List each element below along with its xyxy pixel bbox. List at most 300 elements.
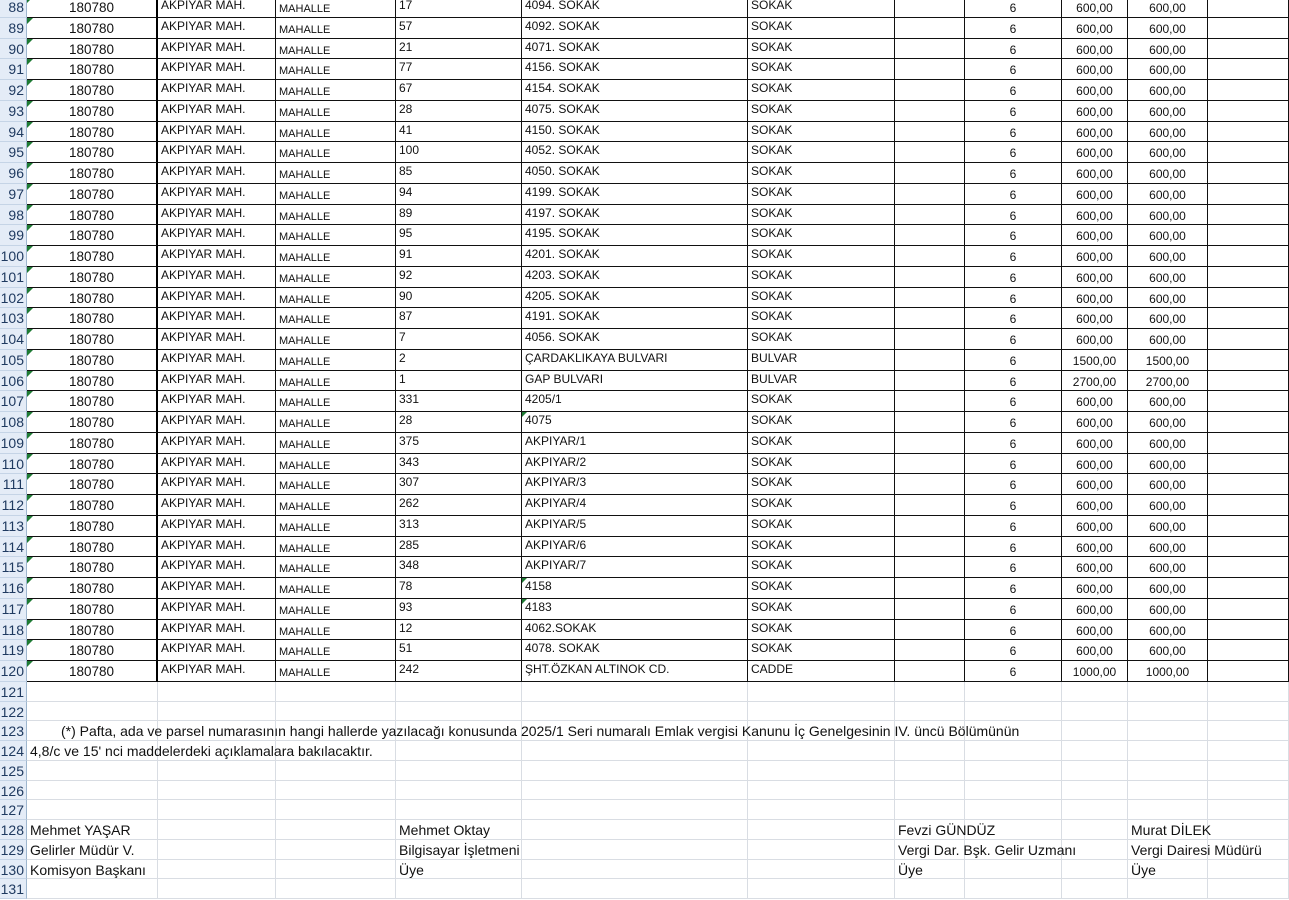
cell-street-name[interactable] xyxy=(522,537,748,558)
cell-neighborhood[interactable] xyxy=(158,371,276,392)
cell-value-1[interactable] xyxy=(1062,39,1128,60)
cell-empty[interactable] xyxy=(1128,721,1208,741)
cell-street-type[interactable] xyxy=(748,454,895,475)
cell-street-no[interactable] xyxy=(396,371,522,392)
cell-street-no[interactable] xyxy=(396,350,522,371)
row-header[interactable]: 116 xyxy=(0,578,27,599)
row-header[interactable]: 106 xyxy=(0,371,27,392)
cell-empty[interactable] xyxy=(895,225,965,246)
cell-empty[interactable] xyxy=(1128,761,1208,781)
cell-empty[interactable] xyxy=(895,702,965,722)
cell-empty[interactable] xyxy=(396,879,522,899)
cell-code[interactable] xyxy=(27,454,158,475)
row-header[interactable]: 129 xyxy=(0,840,27,860)
cell-value-1[interactable] xyxy=(1062,163,1128,184)
cell-neighborhood[interactable] xyxy=(158,163,276,184)
cell-group[interactable] xyxy=(965,578,1062,599)
cell-empty[interactable] xyxy=(396,781,522,801)
cell-value-2[interactable] xyxy=(1128,412,1208,433)
row-header[interactable]: 127 xyxy=(0,800,27,820)
cell-value-1[interactable] xyxy=(1062,474,1128,495)
cell-street-no[interactable] xyxy=(396,557,522,578)
cell-empty[interactable] xyxy=(1062,761,1128,781)
cell-group[interactable] xyxy=(965,59,1062,80)
cell-empty[interactable] xyxy=(895,537,965,558)
cell-empty[interactable] xyxy=(895,761,965,781)
cell-value-1[interactable] xyxy=(1062,516,1128,537)
cell-value-2[interactable] xyxy=(1128,80,1208,101)
cell-value-1[interactable] xyxy=(1062,454,1128,475)
cell-empty[interactable] xyxy=(1208,163,1289,184)
cell-value-2[interactable] xyxy=(1128,578,1208,599)
cell-empty[interactable] xyxy=(1208,122,1289,143)
cell-street-name[interactable] xyxy=(522,454,748,475)
cell-street-name[interactable] xyxy=(522,163,748,184)
row-header[interactable]: 124 xyxy=(0,741,27,761)
cell-empty[interactable] xyxy=(1208,516,1289,537)
cell-value-1[interactable] xyxy=(1062,599,1128,620)
cell-value-2[interactable] xyxy=(1128,101,1208,122)
cell-empty[interactable] xyxy=(1208,860,1289,880)
cell-empty[interactable] xyxy=(895,39,965,60)
row-header[interactable]: 94 xyxy=(0,122,27,143)
cell-empty[interactable] xyxy=(1208,391,1289,412)
cell-code[interactable] xyxy=(27,122,158,143)
cell-street-type[interactable] xyxy=(748,184,895,205)
cell-group[interactable] xyxy=(965,39,1062,60)
cell-empty[interactable] xyxy=(276,879,396,899)
cell-unit-type[interactable] xyxy=(276,371,396,392)
cell-street-no[interactable] xyxy=(396,578,522,599)
cell-street-type[interactable] xyxy=(748,18,895,39)
cell-value-2[interactable] xyxy=(1128,620,1208,641)
cell-empty[interactable] xyxy=(895,122,965,143)
cell-street-name[interactable] xyxy=(522,433,748,454)
cell-value-2[interactable] xyxy=(1128,661,1208,682)
cell-neighborhood[interactable] xyxy=(158,39,276,60)
cell-unit-type[interactable] xyxy=(276,59,396,80)
row-header[interactable]: 114 xyxy=(0,537,27,558)
cell-empty[interactable] xyxy=(1208,495,1289,516)
cell-code[interactable] xyxy=(27,516,158,537)
cell-street-name[interactable] xyxy=(522,474,748,495)
cell-empty[interactable] xyxy=(1208,661,1289,682)
cell-empty[interactable] xyxy=(1208,537,1289,558)
cell-neighborhood[interactable] xyxy=(158,391,276,412)
cell-empty[interactable] xyxy=(522,741,748,761)
cell-street-name[interactable] xyxy=(522,308,748,329)
cell-code[interactable] xyxy=(27,246,158,267)
cell-empty[interactable] xyxy=(748,820,895,840)
cell-group[interactable] xyxy=(965,599,1062,620)
cell-value-2[interactable] xyxy=(1128,350,1208,371)
cell-group[interactable] xyxy=(965,433,1062,454)
cell-street-type[interactable] xyxy=(748,163,895,184)
cell-empty[interactable] xyxy=(27,879,158,899)
cell-empty[interactable] xyxy=(1208,741,1289,761)
cell-unit-type[interactable] xyxy=(276,329,396,350)
cell-empty[interactable] xyxy=(895,454,965,475)
cell-value-2[interactable] xyxy=(1128,184,1208,205)
cell-unit-type[interactable] xyxy=(276,454,396,475)
row-header[interactable]: 103 xyxy=(0,308,27,329)
cell-value-2[interactable] xyxy=(1128,495,1208,516)
cell-neighborhood[interactable] xyxy=(158,350,276,371)
cell-empty[interactable] xyxy=(396,800,522,820)
cell-value-1[interactable] xyxy=(1062,59,1128,80)
cell-neighborhood[interactable] xyxy=(158,59,276,80)
row-header[interactable]: 105 xyxy=(0,350,27,371)
cell-neighborhood[interactable] xyxy=(158,225,276,246)
cell-value-1[interactable] xyxy=(1062,329,1128,350)
cell-value-1[interactable] xyxy=(1062,391,1128,412)
cell-empty[interactable] xyxy=(1062,741,1128,761)
cell-empty[interactable] xyxy=(1208,702,1289,722)
row-header[interactable]: 115 xyxy=(0,557,27,578)
cell-empty[interactable] xyxy=(895,578,965,599)
cell-unit-type[interactable] xyxy=(276,267,396,288)
cell-street-no[interactable] xyxy=(396,308,522,329)
cell-street-no[interactable] xyxy=(396,163,522,184)
cell-empty[interactable] xyxy=(1208,557,1289,578)
cell-empty[interactable] xyxy=(1062,682,1128,702)
cell-group[interactable] xyxy=(965,18,1062,39)
cell-group[interactable] xyxy=(965,640,1062,661)
cell-unit-type[interactable] xyxy=(276,433,396,454)
cell-unit-type[interactable] xyxy=(276,599,396,620)
cell-street-type[interactable] xyxy=(748,557,895,578)
row-header[interactable]: 89 xyxy=(0,18,27,39)
cell-empty[interactable] xyxy=(1062,702,1128,722)
cell-empty[interactable] xyxy=(1208,682,1289,702)
cell-empty[interactable] xyxy=(895,80,965,101)
cell-code[interactable] xyxy=(27,640,158,661)
cell-unit-type[interactable] xyxy=(276,39,396,60)
cell-empty[interactable] xyxy=(895,329,965,350)
cell-street-name[interactable] xyxy=(522,184,748,205)
row-header[interactable]: 96 xyxy=(0,163,27,184)
cell-code[interactable] xyxy=(27,557,158,578)
cell-street-name[interactable] xyxy=(522,661,748,682)
cell-empty[interactable] xyxy=(895,246,965,267)
cell-street-no[interactable] xyxy=(396,516,522,537)
cell-empty[interactable] xyxy=(965,800,1062,820)
cell-street-no[interactable] xyxy=(396,391,522,412)
cell-value-2[interactable] xyxy=(1128,557,1208,578)
cell-street-name[interactable] xyxy=(522,412,748,433)
cell-unit-type[interactable] xyxy=(276,578,396,599)
cell-empty[interactable] xyxy=(965,860,1062,880)
cell-unit-type[interactable] xyxy=(276,163,396,184)
cell-street-no[interactable] xyxy=(396,142,522,163)
cell-empty[interactable] xyxy=(158,860,276,880)
row-header[interactable]: 100 xyxy=(0,246,27,267)
cell-unit-type[interactable] xyxy=(276,184,396,205)
cell-empty[interactable] xyxy=(1208,288,1289,309)
cell-street-type[interactable] xyxy=(748,329,895,350)
cell-empty[interactable] xyxy=(522,781,748,801)
cell-empty[interactable] xyxy=(895,781,965,801)
cell-value-1[interactable] xyxy=(1062,80,1128,101)
cell-value-1[interactable] xyxy=(1062,246,1128,267)
cell-unit-type[interactable] xyxy=(276,18,396,39)
cell-street-type[interactable] xyxy=(748,599,895,620)
cell-neighborhood[interactable] xyxy=(158,537,276,558)
cell-empty[interactable] xyxy=(1062,800,1128,820)
cell-empty[interactable] xyxy=(895,516,965,537)
cell-street-name[interactable] xyxy=(522,516,748,537)
cell-empty[interactable] xyxy=(748,781,895,801)
row-header[interactable]: 90 xyxy=(0,39,27,60)
cell-empty[interactable] xyxy=(522,702,748,722)
cell-empty[interactable] xyxy=(1208,454,1289,475)
cell-empty[interactable] xyxy=(1208,640,1289,661)
cell-value-1[interactable] xyxy=(1062,308,1128,329)
cell-code[interactable] xyxy=(27,578,158,599)
cell-group[interactable] xyxy=(965,80,1062,101)
cell-empty[interactable] xyxy=(1128,879,1208,899)
cell-empty[interactable] xyxy=(396,682,522,702)
cell-neighborhood[interactable] xyxy=(158,205,276,226)
cell-empty[interactable] xyxy=(748,761,895,781)
row-header[interactable]: 93 xyxy=(0,101,27,122)
cell-street-no[interactable] xyxy=(396,495,522,516)
cell-code[interactable] xyxy=(27,537,158,558)
cell-empty[interactable] xyxy=(1208,412,1289,433)
cell-group[interactable] xyxy=(965,412,1062,433)
cell-empty[interactable] xyxy=(895,640,965,661)
row-header[interactable]: 97 xyxy=(0,184,27,205)
row-header[interactable]: 125 xyxy=(0,761,27,781)
cell-neighborhood[interactable] xyxy=(158,246,276,267)
cell-empty[interactable] xyxy=(895,0,965,18)
cell-street-name[interactable] xyxy=(522,371,748,392)
cell-value-2[interactable] xyxy=(1128,59,1208,80)
cell-group[interactable] xyxy=(965,101,1062,122)
cell-empty[interactable] xyxy=(1062,860,1128,880)
cell-empty[interactable] xyxy=(895,350,965,371)
cell-code[interactable] xyxy=(27,39,158,60)
cell-street-name[interactable] xyxy=(522,391,748,412)
cell-street-name[interactable] xyxy=(522,18,748,39)
cell-street-type[interactable] xyxy=(748,80,895,101)
cell-empty[interactable] xyxy=(895,741,965,761)
cell-empty[interactable] xyxy=(522,761,748,781)
cell-neighborhood[interactable] xyxy=(158,495,276,516)
cell-empty[interactable] xyxy=(895,371,965,392)
cell-street-type[interactable] xyxy=(748,0,895,18)
cell-empty[interactable] xyxy=(895,163,965,184)
cell-value-2[interactable] xyxy=(1128,163,1208,184)
cell-value-2[interactable] xyxy=(1128,267,1208,288)
cell-empty[interactable] xyxy=(1208,0,1289,18)
cell-code[interactable] xyxy=(27,371,158,392)
cell-street-no[interactable] xyxy=(396,39,522,60)
cell-empty[interactable] xyxy=(396,761,522,781)
cell-code[interactable] xyxy=(27,142,158,163)
cell-neighborhood[interactable] xyxy=(158,18,276,39)
cell-neighborhood[interactable] xyxy=(158,184,276,205)
cell-neighborhood[interactable] xyxy=(158,578,276,599)
cell-group[interactable] xyxy=(965,308,1062,329)
cell-empty[interactable] xyxy=(1208,205,1289,226)
cell-street-type[interactable] xyxy=(748,288,895,309)
cell-street-type[interactable] xyxy=(748,350,895,371)
cell-street-name[interactable] xyxy=(522,59,748,80)
cell-street-no[interactable] xyxy=(396,620,522,641)
cell-unit-type[interactable] xyxy=(276,101,396,122)
cell-empty[interactable] xyxy=(895,267,965,288)
row-header[interactable]: 111 xyxy=(0,474,27,495)
row-header[interactable]: 110 xyxy=(0,454,27,475)
cell-empty[interactable] xyxy=(895,682,965,702)
cell-group[interactable] xyxy=(965,371,1062,392)
cell-empty[interactable] xyxy=(276,702,396,722)
row-header[interactable]: 123 xyxy=(0,721,27,741)
cell-empty[interactable] xyxy=(895,288,965,309)
cell-street-type[interactable] xyxy=(748,39,895,60)
cell-neighborhood[interactable] xyxy=(158,288,276,309)
cell-empty[interactable] xyxy=(522,840,748,860)
cell-group[interactable] xyxy=(965,661,1062,682)
cell-street-name[interactable] xyxy=(522,122,748,143)
cell-street-name[interactable] xyxy=(522,225,748,246)
cell-value-1[interactable] xyxy=(1062,661,1128,682)
cell-empty[interactable] xyxy=(158,761,276,781)
cell-empty[interactable] xyxy=(1208,267,1289,288)
cell-value-2[interactable] xyxy=(1128,308,1208,329)
cell-empty[interactable] xyxy=(1208,225,1289,246)
cell-street-type[interactable] xyxy=(748,661,895,682)
cell-street-name[interactable] xyxy=(522,80,748,101)
cell-group[interactable] xyxy=(965,288,1062,309)
cell-group[interactable] xyxy=(965,474,1062,495)
cell-empty[interactable] xyxy=(1062,879,1128,899)
cell-street-type[interactable] xyxy=(748,205,895,226)
cell-street-no[interactable] xyxy=(396,433,522,454)
cell-empty[interactable] xyxy=(748,800,895,820)
cell-value-2[interactable] xyxy=(1128,433,1208,454)
cell-value-2[interactable] xyxy=(1128,142,1208,163)
cell-value-1[interactable] xyxy=(1062,288,1128,309)
cell-code[interactable] xyxy=(27,329,158,350)
cell-street-name[interactable] xyxy=(522,39,748,60)
cell-unit-type[interactable] xyxy=(276,640,396,661)
row-header[interactable]: 104 xyxy=(0,329,27,350)
cell-empty[interactable] xyxy=(748,860,895,880)
cell-empty[interactable] xyxy=(276,682,396,702)
cell-code[interactable] xyxy=(27,205,158,226)
cell-empty[interactable] xyxy=(965,781,1062,801)
cell-group[interactable] xyxy=(965,225,1062,246)
cell-value-2[interactable] xyxy=(1128,205,1208,226)
cell-code[interactable] xyxy=(27,599,158,620)
cell-value-1[interactable] xyxy=(1062,371,1128,392)
cell-empty[interactable] xyxy=(1128,741,1208,761)
cell-empty[interactable] xyxy=(1128,702,1208,722)
cell-unit-type[interactable] xyxy=(276,0,396,18)
cell-value-2[interactable] xyxy=(1128,537,1208,558)
cell-street-no[interactable] xyxy=(396,267,522,288)
cell-neighborhood[interactable] xyxy=(158,661,276,682)
cell-unit-type[interactable] xyxy=(276,122,396,143)
cell-neighborhood[interactable] xyxy=(158,599,276,620)
cell-empty[interactable] xyxy=(895,620,965,641)
cell-code[interactable] xyxy=(27,350,158,371)
cell-empty[interactable] xyxy=(895,557,965,578)
cell-street-name[interactable] xyxy=(522,101,748,122)
cell-empty[interactable] xyxy=(276,820,396,840)
cell-empty[interactable] xyxy=(965,879,1062,899)
cell-code[interactable] xyxy=(27,0,158,18)
cell-street-name[interactable] xyxy=(522,246,748,267)
cell-empty[interactable] xyxy=(1128,682,1208,702)
cell-value-1[interactable] xyxy=(1062,578,1128,599)
cell-empty[interactable] xyxy=(158,800,276,820)
cell-value-2[interactable] xyxy=(1128,246,1208,267)
cell-street-no[interactable] xyxy=(396,18,522,39)
cell-street-type[interactable] xyxy=(748,537,895,558)
cell-empty[interactable] xyxy=(522,682,748,702)
cell-empty[interactable] xyxy=(1208,781,1289,801)
row-header[interactable]: 119 xyxy=(0,640,27,661)
cell-code[interactable] xyxy=(27,225,158,246)
cell-street-type[interactable] xyxy=(748,225,895,246)
cell-empty[interactable] xyxy=(1062,721,1128,741)
cell-empty[interactable] xyxy=(965,702,1062,722)
cell-street-no[interactable] xyxy=(396,0,522,18)
cell-street-type[interactable] xyxy=(748,122,895,143)
cell-empty[interactable] xyxy=(1208,820,1289,840)
cell-code[interactable] xyxy=(27,474,158,495)
cell-code[interactable] xyxy=(27,412,158,433)
cell-empty[interactable] xyxy=(158,820,276,840)
cell-empty[interactable] xyxy=(1208,761,1289,781)
cell-value-1[interactable] xyxy=(1062,142,1128,163)
cell-street-no[interactable] xyxy=(396,329,522,350)
row-header[interactable]: 95 xyxy=(0,142,27,163)
cell-empty[interactable] xyxy=(1208,59,1289,80)
cell-street-name[interactable] xyxy=(522,599,748,620)
cell-street-name[interactable] xyxy=(522,578,748,599)
cell-code[interactable] xyxy=(27,59,158,80)
cell-empty[interactable] xyxy=(895,495,965,516)
cell-empty[interactable] xyxy=(895,59,965,80)
cell-neighborhood[interactable] xyxy=(158,142,276,163)
cell-street-no[interactable] xyxy=(396,80,522,101)
cell-neighborhood[interactable] xyxy=(158,412,276,433)
cell-code[interactable] xyxy=(27,433,158,454)
cell-neighborhood[interactable] xyxy=(158,0,276,18)
cell-empty[interactable] xyxy=(895,18,965,39)
cell-neighborhood[interactable] xyxy=(158,620,276,641)
cell-street-no[interactable] xyxy=(396,640,522,661)
cell-street-no[interactable] xyxy=(396,454,522,475)
cell-empty[interactable] xyxy=(1208,474,1289,495)
row-header[interactable]: 91 xyxy=(0,59,27,80)
cell-code[interactable] xyxy=(27,80,158,101)
cell-street-no[interactable] xyxy=(396,599,522,620)
cell-group[interactable] xyxy=(965,267,1062,288)
cell-empty[interactable] xyxy=(27,781,158,801)
cell-group[interactable] xyxy=(965,391,1062,412)
cell-empty[interactable] xyxy=(895,661,965,682)
cell-value-1[interactable] xyxy=(1062,205,1128,226)
cell-empty[interactable] xyxy=(522,800,748,820)
cell-street-type[interactable] xyxy=(748,59,895,80)
cell-street-no[interactable] xyxy=(396,205,522,226)
cell-empty[interactable] xyxy=(522,820,748,840)
